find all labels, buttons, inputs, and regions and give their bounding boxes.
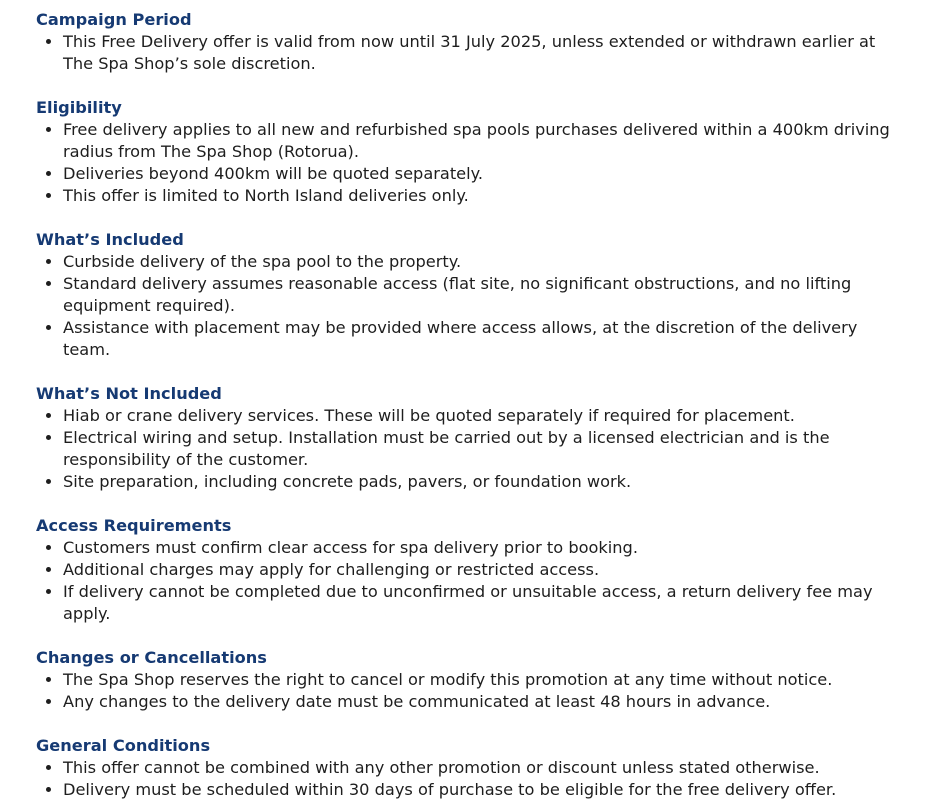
section-heading: Changes or Cancellations: [36, 648, 267, 667]
section-eligibility: [36, 97, 900, 207]
list-item: • Delivery must be scheduled within 30 days of purchase to be eligible for the free delivery offer.: [63, 779, 900, 801]
section-heading: General Conditions: [36, 736, 211, 755]
list-item: • Customers must confirm clear access for spa delivery prior to booking.: [63, 537, 900, 559]
section-campaign-period: [36, 9, 900, 75]
section-general-conditions: [36, 735, 900, 801]
list-item: • Additional charges may apply for challenging or restricted access.: [63, 559, 900, 581]
list-item: • Curbside delivery of the spa pool to the property.: [63, 251, 900, 273]
list-item: • Assistance with placement may be provided where access allows, at the discretion of the delivery team.: [63, 317, 900, 361]
bullet-list: [36, 537, 900, 625]
section-heading: Access Requirements: [36, 516, 232, 535]
list-item: • Electrical wiring and setup. Installation must be carried out by a licensed electrician and is the responsibility of the customer.: [63, 427, 900, 471]
list-item: • The Spa Shop reserves the right to cancel or modify this promotion at any time without notice.: [63, 669, 900, 691]
list-item: • Standard delivery assumes reasonable access (flat site, no significant obstructions, and no lifting equipment required).: [63, 273, 900, 317]
list-item: • Any changes to the delivery date must be communicated at least 48 hours in advance.: [63, 691, 900, 713]
section-heading: What’s Included: [36, 230, 184, 249]
list-item: • Free delivery applies to all new and refurbished spa pools purchases delivered within a 400km driving radius from The Spa Shop (Rotorua).: [63, 119, 900, 163]
bullet-list: [36, 669, 900, 713]
section-heading: Eligibility: [36, 98, 122, 117]
section-access-requirements: [36, 515, 900, 625]
section-whats-included: [36, 229, 900, 361]
bullet-list: [36, 119, 900, 207]
bullet-list: [36, 405, 900, 493]
list-item: • Hiab or crane delivery services. These will be quoted separately if required for placement.: [63, 405, 900, 427]
section-heading: What’s Not Included: [36, 384, 222, 403]
list-item: • This offer is limited to North Island deliveries only.: [63, 185, 900, 207]
section-whats-not-included: [36, 383, 900, 493]
bullet-list: [36, 251, 900, 361]
bullet-list: [36, 757, 900, 801]
list-item: • This Free Delivery offer is valid from now until 31 July 2025, unless extended or withdrawn earlier at The Spa Shop’s sole discretion.: [63, 31, 900, 75]
list-item: • Deliveries beyond 400km will be quoted separately.: [63, 163, 900, 185]
bullet-list: [36, 31, 900, 75]
list-item: • This offer cannot be combined with any other promotion or discount unless stated otherwise.: [63, 757, 900, 779]
list-item: • If delivery cannot be completed due to unconfirmed or unsuitable access, a return delivery fee may apply.: [63, 581, 900, 625]
section-changes-cancellations: [36, 647, 900, 713]
section-heading: Campaign Period: [36, 10, 192, 29]
list-item: • Site preparation, including concrete pads, pavers, or foundation work.: [63, 471, 900, 493]
